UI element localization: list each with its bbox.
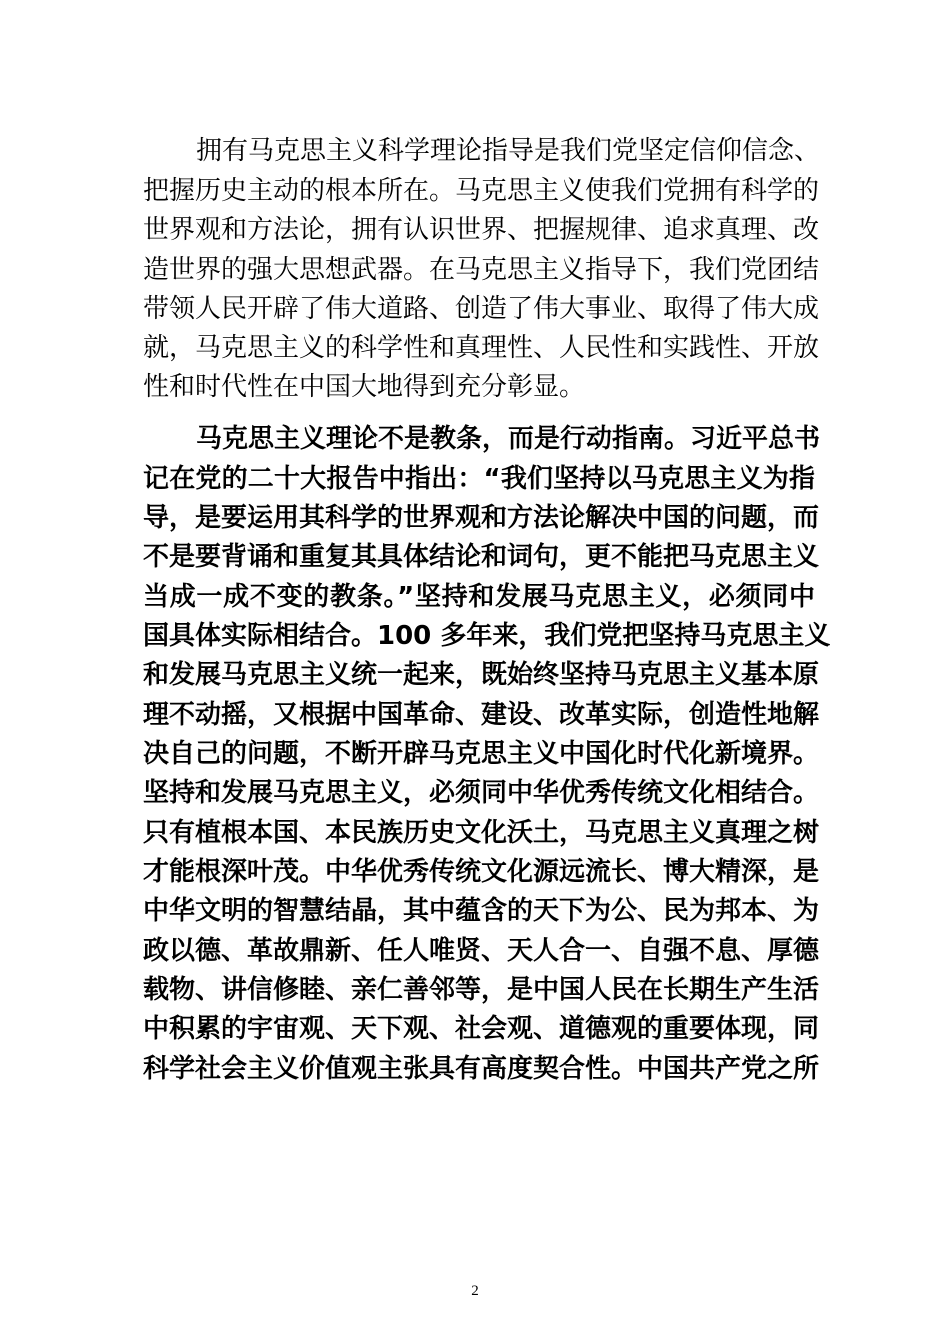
paragraph-line: 拥有马克思主义科学理论指导是我们党坚定信仰信念、 bbox=[196, 136, 821, 166]
paragraph-line: 载物、讲信修睦、亲仁善邻等，是中国人民在长期生产生活 bbox=[143, 975, 820, 1005]
paragraph-line: 只有植根本国、本民族历史文化沃土，马克思主义真理之树 bbox=[143, 818, 820, 848]
paragraph-line: 导，是要运用其科学的世界观和方法论解决中国的问题，而 bbox=[143, 503, 820, 533]
paragraph-line: 就，马克思主义的科学性和真理性、人民性和实践性、开放 bbox=[143, 333, 820, 363]
paragraph-line: 中华文明的智慧结晶，其中蕴含的天下为公、民为邦本、为 bbox=[143, 896, 820, 926]
paragraph-line: 决自己的问题，不断开辟马克思主义中国化时代化新境界。 bbox=[143, 739, 820, 769]
paragraph-line: 理不动摇，又根据中国革命、建设、改革实际，创造性地解 bbox=[143, 700, 820, 730]
paragraph-line: 带领人民开辟了伟大道路、创造了伟大事业、取得了伟大成 bbox=[143, 294, 820, 324]
paragraph-line: 性和时代性在中国大地得到充分彰显。 bbox=[143, 372, 586, 402]
paragraph-line: 和发展马克思主义统一起来，既始终坚持马克思主义基本原 bbox=[143, 660, 820, 690]
page-number: 2 bbox=[471, 1283, 479, 1299]
paragraph-line: 造世界的强大思想武器。在马克思主义指导下，我们党团结 bbox=[143, 255, 820, 285]
paragraph-line: 世界观和方法论，拥有认识世界、把握规律、追求真理、改 bbox=[143, 215, 820, 245]
paragraph-line: 政以德、革故鼎新、任人唯贤、天人合一、自强不息、厚德 bbox=[143, 936, 820, 966]
paragraph-line: 不是要背诵和重复其具体结论和词句，更不能把马克思主义 bbox=[143, 542, 820, 572]
paragraph-line: 当成一成不变的教条。”坚持和发展马克思主义，必须同中 bbox=[143, 582, 815, 612]
paragraph-line: 国具体实际相结合。100 多年来，我们党把坚持马克思主义 bbox=[143, 621, 831, 651]
paragraph-line: 记在党的二十大报告中指出：“我们坚持以马克思主义为指 bbox=[143, 464, 815, 494]
paragraph-line: 才能根深叶茂。中华优秀传统文化源远流长、博大精深，是 bbox=[143, 857, 820, 887]
paragraph-line: 马克思主义理论不是教条，而是行动指南。习近平总书 bbox=[196, 424, 821, 454]
paragraph-line: 科学社会主义价值观主张具有高度契合性。中国共产党之所 bbox=[143, 1054, 820, 1084]
paragraph-line: 把握历史主动的根本所在。马克思主义使我们党拥有科学的 bbox=[143, 176, 820, 206]
paragraph-line: 坚持和发展马克思主义，必须同中华优秀传统文化相结合。 bbox=[143, 778, 820, 808]
paragraph-line: 中积累的宇宙观、天下观、社会观、道德观的重要体现，同 bbox=[143, 1014, 820, 1044]
